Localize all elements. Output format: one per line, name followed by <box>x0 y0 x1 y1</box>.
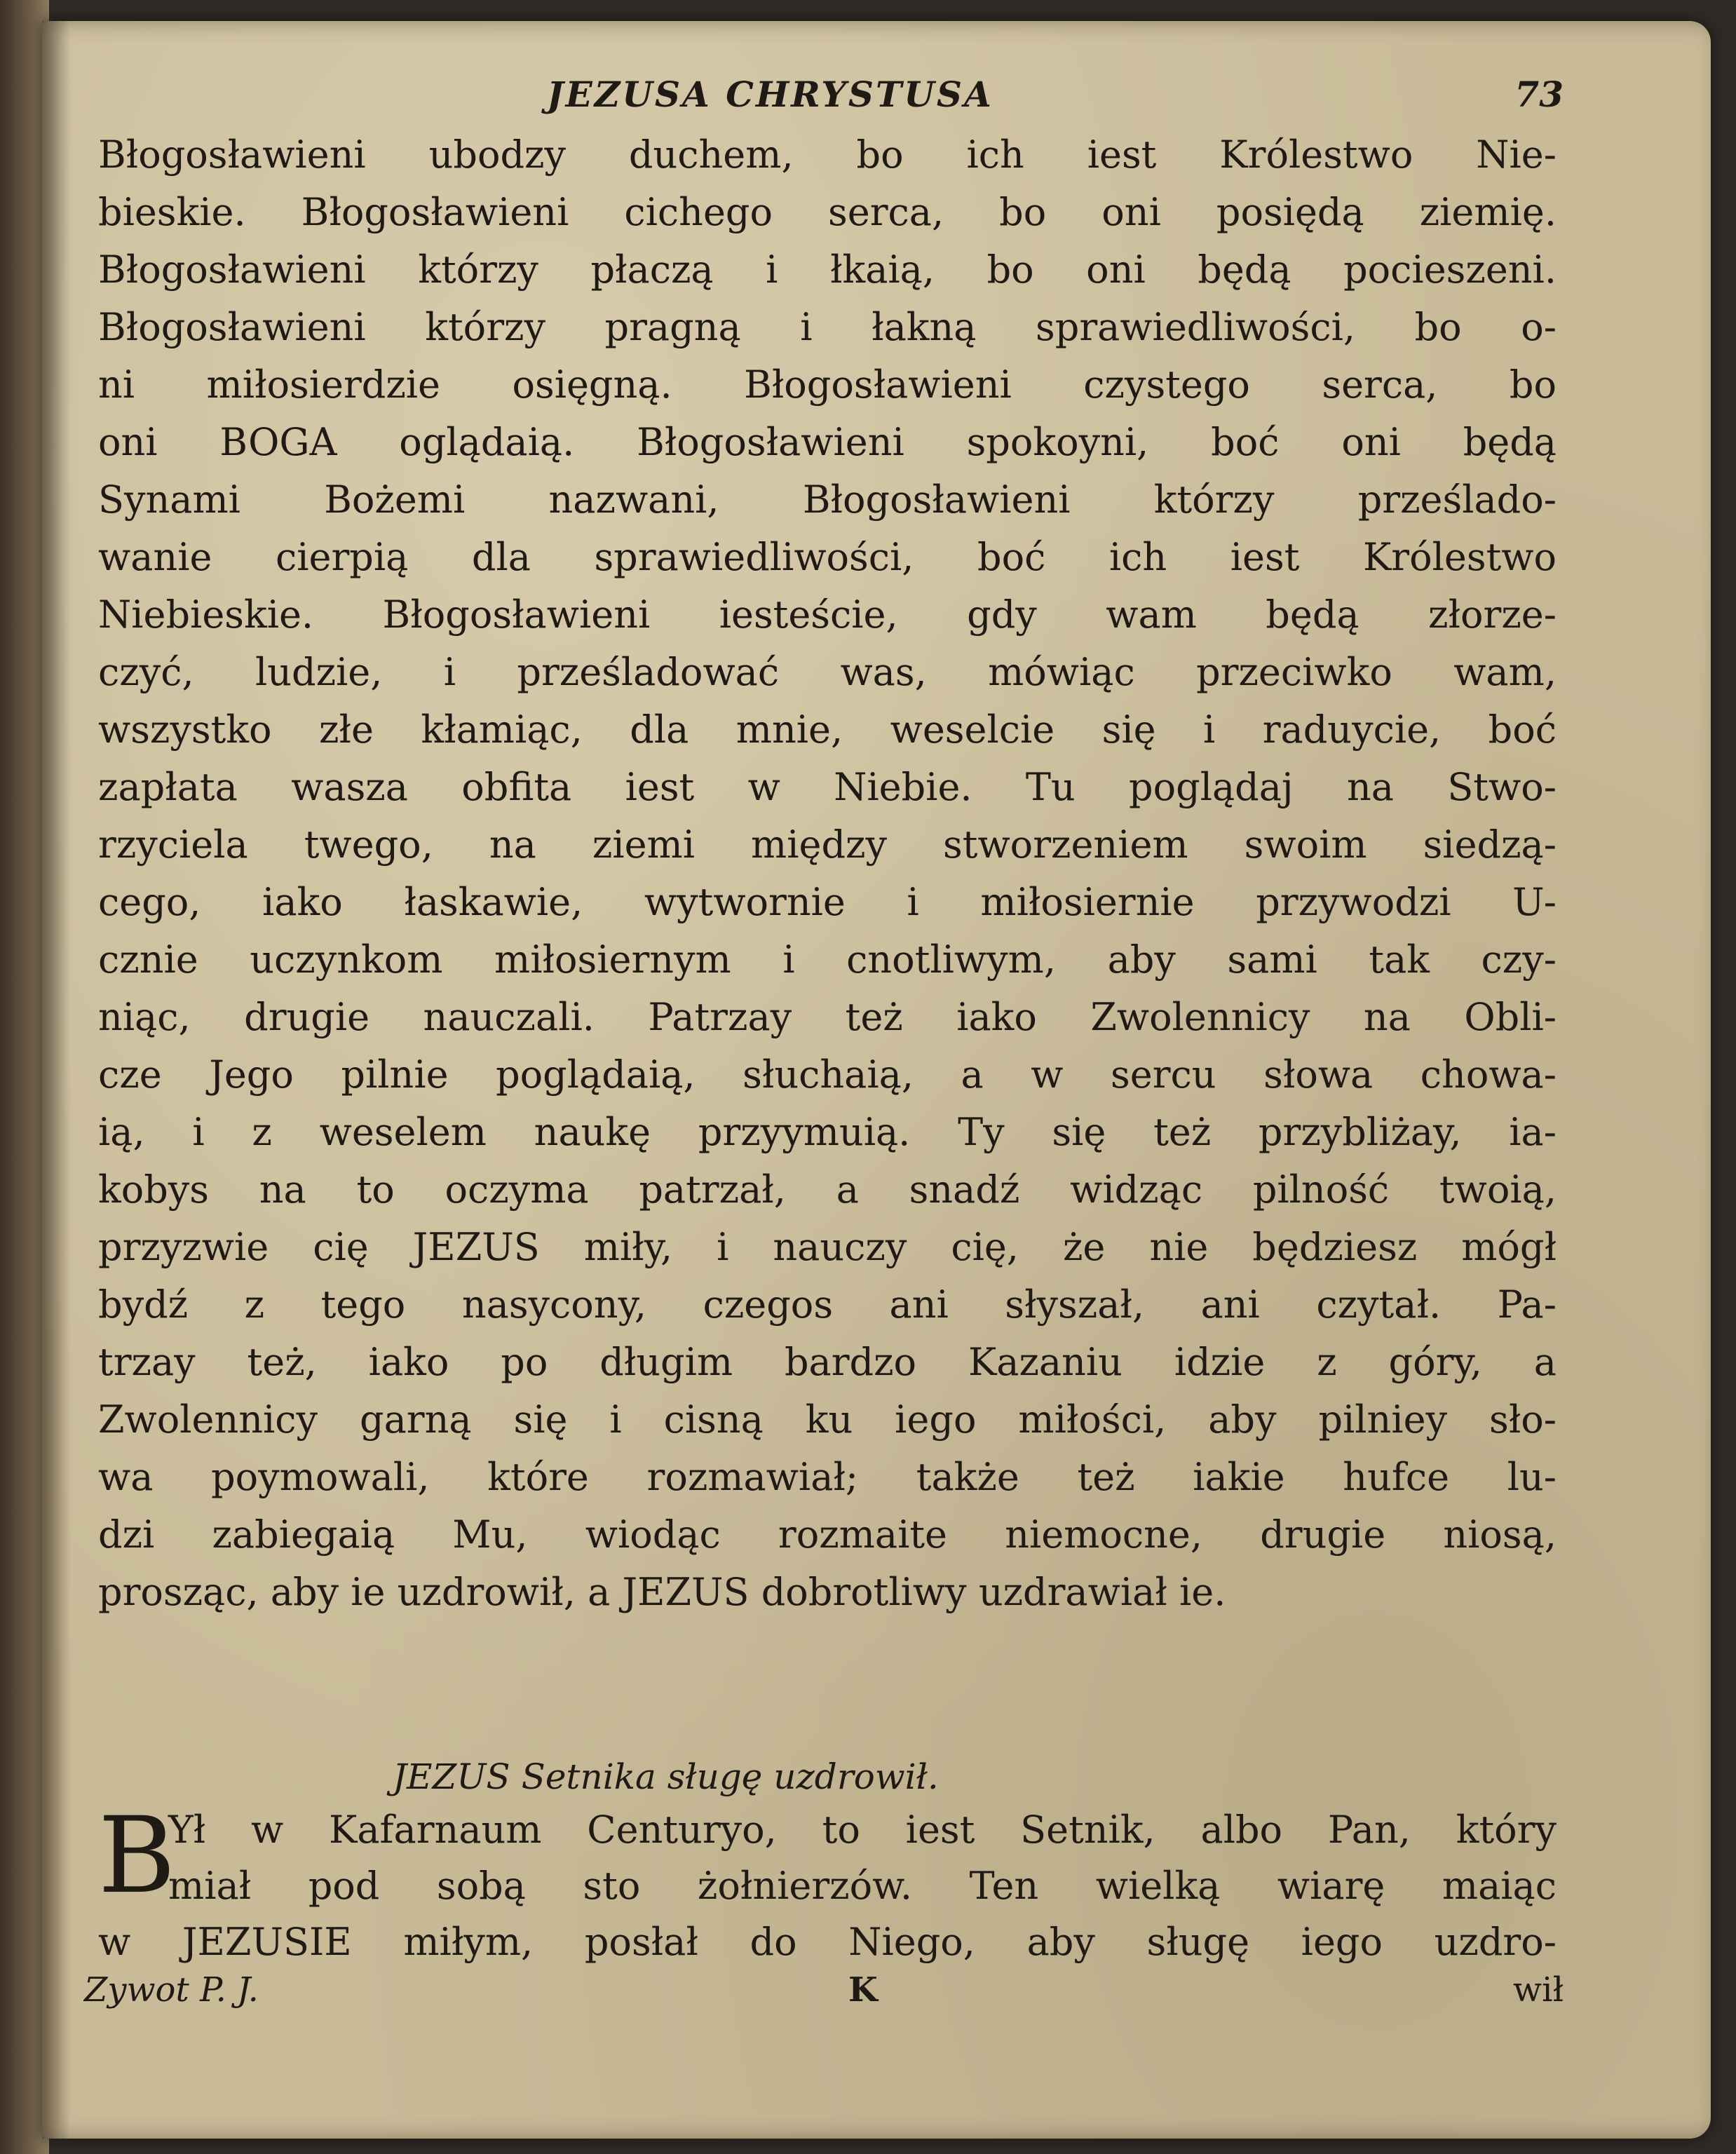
text-line: miał pod sobą sto żołnierzów. Ten wielką wiarę maiąc <box>168 1864 1557 1908</box>
text-line: bieskie. Błogosławieni cichego serca, bo oni posiędą ziemię. <box>98 190 1557 234</box>
drop-cap: B <box>98 1795 176 1917</box>
text-line: cze Jego pilnie poglądaią, słuchaią, a w sercu słowa chowa- <box>98 1052 1557 1097</box>
text-line: wszystko złe kłamiąc, dla mnie, weselcie się i raduycie, boć <box>98 707 1557 752</box>
text-line: kobys na to oczyma patrzał, a snadź widząc pilność twoią, <box>98 1167 1557 1212</box>
signature-mark: K <box>848 1970 878 2010</box>
text-line: w JEZUSIE miłym, posłał do Niego, aby sługę iego uzdro- <box>98 1920 1557 1964</box>
catchword: wił <box>1513 1970 1564 2010</box>
text-line: ni miłosierdzie osięgną. Błogosławieni czystego serca, bo <box>98 363 1557 407</box>
text-line: trzay też, iako po długim bardzo Kazaniu idzie z góry, a <box>98 1340 1557 1384</box>
text-line: cznie uczynkom miłosiernym i cnotliwym, aby sami tak czy- <box>98 937 1557 982</box>
section-text <box>98 1795 1557 1970</box>
text-line: Zwolennicy garną się i cisną ku iego miłości, aby pilniey sło- <box>98 1397 1557 1442</box>
text-line: cego, iako łaskawie, wytwornie i miłosiernie przywodzi U- <box>98 880 1557 924</box>
text-line: dzi zabiegaią Mu, wiodąc rozmaite niemocne, drugie niosą, <box>98 1512 1557 1557</box>
text-line: oni BOGA oglądaią. Błogosławieni spokoyni, boć oni będą <box>98 420 1557 464</box>
text-line: niąc, drugie nauczali. Patrzay też iako Zwolennicy na Obli- <box>98 995 1557 1039</box>
page-header <box>84 74 1564 130</box>
text-line: Błogosławieni ubodzy duchem, bo ich iest Królestwo Nie- <box>98 133 1557 177</box>
running-title: JEZUSA CHRYSTUSA <box>547 74 994 115</box>
text-line: bydź z tego nasycony, czegos ani słyszał, ani czytał. Pa- <box>98 1282 1557 1327</box>
section-heading: JEZUS Setnika sługę uzdrowił. <box>393 1756 939 1797</box>
text-line: Ył w Kafarnaum Centuryo, to iest Setnik, albo Pan, który <box>168 1808 1557 1852</box>
text-line: przyzwie cię JEZUS miły, i nauczy cię, że nie będziesz mógł <box>98 1225 1557 1269</box>
text-line: Błogosławieni którzy płaczą i łkaią, bo oni będą pocieszeni. <box>98 248 1557 292</box>
text-line: Synami Bożemi nazwani, Błogosławieni którzy prześlado- <box>98 477 1557 522</box>
page-number: 73 <box>1514 74 1564 115</box>
text-line: wa poymowali, które rozmawiał; także też iakie hufce lu- <box>98 1455 1557 1499</box>
text-line: wanie cierpią dla sprawiedliwości, boć ich iest Królestwo <box>98 535 1557 579</box>
text-line: zapłata wasza obfita iest w Niebie. Tu poglądaj na Stwo- <box>98 765 1557 809</box>
page-gutter-shadow <box>42 21 70 2139</box>
text-line: Błogosławieni którzy pragną i łakną sprawiedliwości, bo o- <box>98 305 1557 349</box>
text-line: ią, i z weselem naukę przyymuią. Ty się też przybliżay, ia- <box>98 1110 1557 1154</box>
page-footer <box>84 1970 1564 2026</box>
text-line: Niebieskie. Błogosławieni iesteście, gdy wam będą złorze- <box>98 592 1557 637</box>
main-text <box>98 126 1557 1621</box>
printer-signature: Zywot P. J. <box>84 1970 259 2010</box>
text-line: czyć, ludzie, i prześladować was, mówiąc przeciwko wam, <box>98 650 1557 694</box>
text-line: rzyciela twego, na ziemi między stworzeniem swoim siedzą- <box>98 822 1557 867</box>
text-line: prosząc, aby ie uzdrowił, a JEZUS dobrotliwy uzdrawiał ie. <box>98 1570 1226 1614</box>
